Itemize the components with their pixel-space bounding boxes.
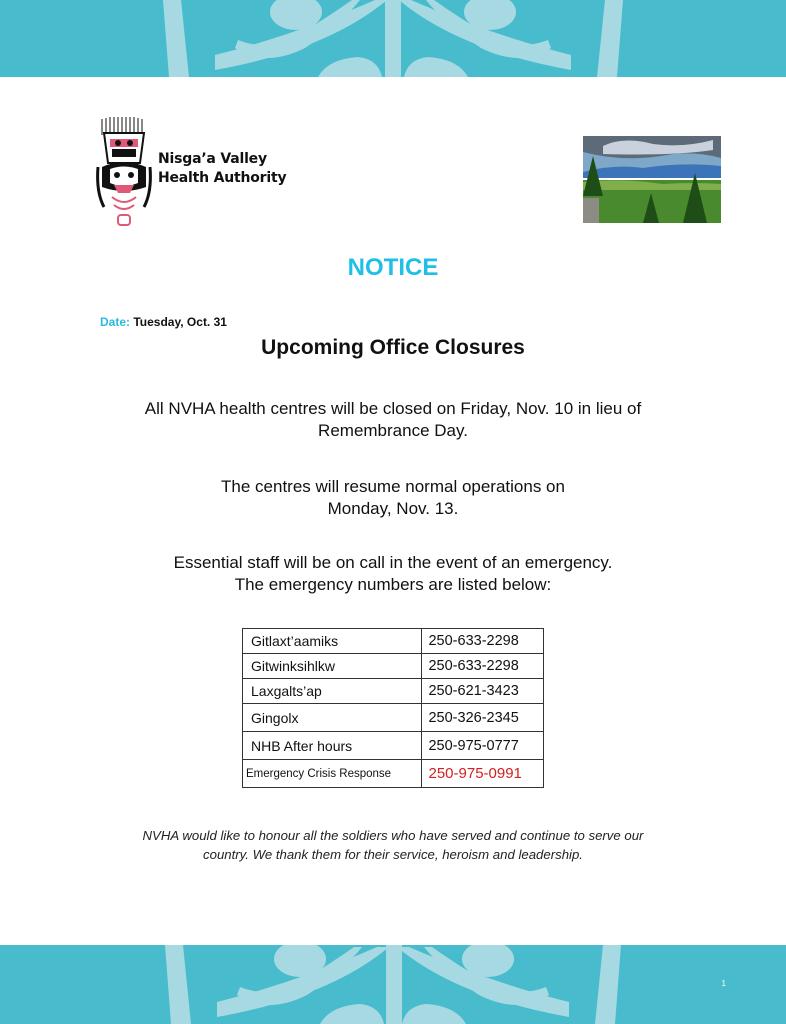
location-name: Laxgalts’ap <box>243 679 422 704</box>
date-label: Date: <box>100 315 131 329</box>
org-name-line2: Health Authority <box>158 170 287 186</box>
nvha-logo <box>96 117 291 229</box>
resume-line-2: Monday, Nov. 13. <box>327 499 459 518</box>
closure-line-1: All NVHA health centres will be closed on Friday, Nov. 10 in lieu of <box>144 399 642 418</box>
phone-number: 250-975-0777 <box>422 732 544 760</box>
crisis-phone-number: 250-975-0991 <box>422 760 544 788</box>
date-line <box>100 315 227 329</box>
page-title: Upcoming Office Closures <box>261 336 525 359</box>
date-value: Tuesday, Oct. 31 <box>133 315 227 329</box>
org-name-line1: Nisga’a Valley <box>158 151 267 167</box>
table-row <box>243 629 544 654</box>
page-number: 1 <box>721 979 726 988</box>
organization-name <box>158 150 286 188</box>
resume-line-1: The centres will resume normal operations on <box>221 477 565 496</box>
table-row <box>243 704 544 732</box>
phone-number: 250-633-2298 <box>422 629 544 654</box>
phone-number: 250-633-2298 <box>422 654 544 679</box>
location-name: NHB After hours <box>243 732 422 760</box>
landscape-image-icon <box>583 136 721 223</box>
notice-title: NOTICE <box>347 254 439 281</box>
table-row <box>243 760 544 788</box>
table-row <box>243 654 544 679</box>
table-row <box>243 679 544 704</box>
closing-line-1: NVHA would like to honour all the soldiers who have served and continue to serve our <box>142 828 644 843</box>
closing-message <box>0 826 786 864</box>
header-banner <box>0 0 786 77</box>
location-name: Gitlaxt’aamiks <box>243 629 422 654</box>
emergency-paragraph <box>0 552 786 596</box>
phone-number: 250-621-3423 <box>422 679 544 704</box>
closure-line-2: Remembrance Day. <box>318 421 468 440</box>
landscape-photo <box>583 136 721 223</box>
emergency-line-2: The emergency numbers are listed below: <box>234 575 552 594</box>
formline-art-icon <box>0 945 786 1024</box>
closing-line-2: country. We thank them for their service, heroism and leadership. <box>203 847 583 862</box>
location-name: Emergency Crisis Response <box>243 760 422 788</box>
location-name: Gingolx <box>243 704 422 732</box>
location-name: Gitwinksihlkw <box>243 654 422 679</box>
formline-art-icon <box>0 0 786 77</box>
emergency-contacts-table <box>242 628 544 788</box>
resume-paragraph <box>0 476 786 520</box>
closure-paragraph <box>0 398 786 442</box>
totem-logo-icon <box>96 117 156 229</box>
footer-banner <box>0 945 786 1024</box>
emergency-line-1: Essential staff will be on call in the event of an emergency. <box>173 553 613 572</box>
table-row <box>243 732 544 760</box>
phone-number: 250-326-2345 <box>422 704 544 732</box>
